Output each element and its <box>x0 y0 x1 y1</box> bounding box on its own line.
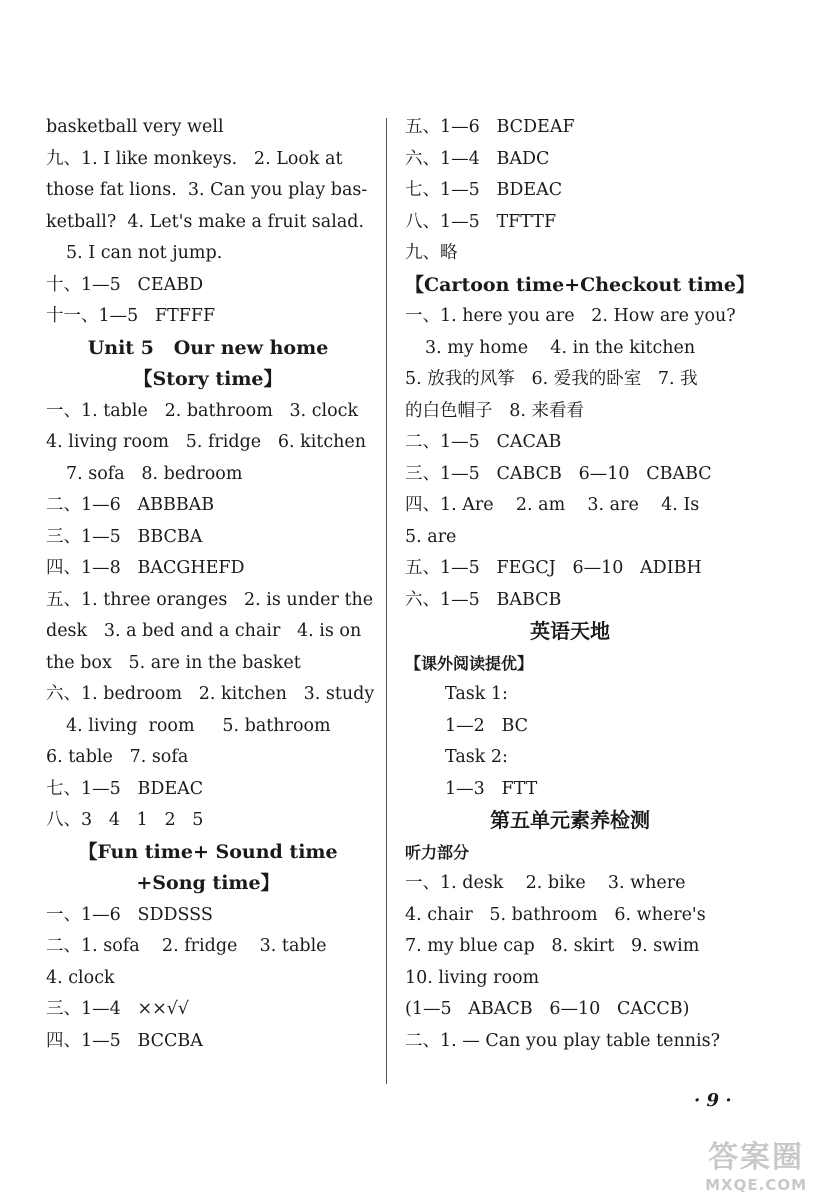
left-column <box>46 112 375 1057</box>
answer-line: 【Fun time+ Sound time <box>78 840 338 863</box>
answer-line: 7. sofa 8. bedroom <box>66 463 243 484</box>
answer-line: 六、1—4 BADC <box>405 148 550 169</box>
answer-line: 第五单元素养检测 <box>490 808 650 832</box>
answer-line: 四、1—5 BCCBA <box>46 1030 203 1051</box>
answer-line: Task 1: <box>445 684 508 704</box>
answer-line: 5. I can not jump. <box>66 243 223 263</box>
watermark-logo <box>705 1132 807 1194</box>
answer-line: +Song time】 <box>136 872 280 894</box>
answer-line: (1—5 ABACB 6—10 CACCB) <box>405 999 690 1019</box>
answer-line: ketball? 4. Let's make a fruit salad. <box>46 211 365 232</box>
answer-line: 五、1—6 BCDEAF <box>405 117 575 137</box>
answer-line: 【课外阅读提优】 <box>405 653 534 673</box>
answer-line: desk 3. a bed and a chair 4. is on <box>46 621 362 641</box>
answer-line: 4. living room 5. bathroom <box>66 715 331 736</box>
answer-line: 1—2 BC <box>445 715 529 736</box>
answer-line: 一、1. table 2. bathroom 3. clock <box>46 400 359 421</box>
answer-line: 九、1. I like monkeys. 2. Look at <box>46 148 343 169</box>
answer-line: 四、1. Are 2. am 3. are 4. Is <box>405 495 700 515</box>
answer-line: 【Story time】 <box>133 368 283 390</box>
right-column <box>405 112 755 1057</box>
answer-line: 六、1—5 BABCB <box>405 589 562 610</box>
answer-line: 4. living room 5. fridge 6. kitchen <box>46 432 367 452</box>
answer-line: 九、略 <box>405 243 458 263</box>
answer-line: 十、1—5 CEABD <box>46 274 204 295</box>
answer-line: 的白色帽子 8. 来看看 <box>405 400 584 421</box>
answer-line: 10. living room <box>405 967 540 988</box>
answer-line: 一、1. desk 2. bike 3. where <box>405 873 686 893</box>
answer-line: 八、1—5 TFTTF <box>405 211 557 232</box>
answer-line: 四、1—8 BACGHEFD <box>46 558 245 578</box>
answer-line: 十一、1—5 FTFFF <box>46 306 216 326</box>
watermark-url: MXQE.COM <box>705 1176 807 1194</box>
page-number: · 9 · <box>694 1090 732 1111</box>
answer-line: 三、1—4 ××√√ <box>46 999 190 1019</box>
answer-line: the box 5. are in the basket <box>46 652 301 673</box>
answer-line: 三、1—5 CABCB 6—10 CBABC <box>405 463 712 484</box>
answer-line: 三、1—5 BBCBA <box>46 526 203 547</box>
answer-line: 7. my blue cap 8. skirt 9. swim <box>405 936 700 956</box>
answer-line: 五、1—5 FEGCJ 6—10 ADIBH <box>405 558 702 578</box>
answer-line: 二、1. — Can you play table tennis? <box>405 1030 720 1051</box>
answer-line: 一、1. here you are 2. How are you? <box>405 306 736 326</box>
answer-line: 4. chair 5. bathroom 6. where's <box>405 904 706 925</box>
answer-line: 二、1. sofa 2. fridge 3. table <box>46 936 327 956</box>
answer-line: 5. are <box>405 526 457 547</box>
answer-line: 6. table 7. sofa <box>46 747 189 767</box>
answer-line: those fat lions. 3. Can you play bas- <box>46 180 368 200</box>
answer-line: basketball very well <box>46 117 224 137</box>
answer-line: 七、1—5 BDEAC <box>46 778 204 799</box>
answer-line: Task 2: <box>445 747 508 767</box>
answer-line: 一、1—6 SDDSSS <box>46 904 213 925</box>
answer-line: 八、3 4 1 2 5 <box>46 810 204 830</box>
answer-line: 4. clock <box>46 967 115 988</box>
answer-line: 1—3 FTT <box>445 778 538 799</box>
answer-line: 听力部分 <box>405 842 470 862</box>
column-divider <box>386 118 387 1084</box>
answer-line: 3. my home 4. in the kitchen <box>425 337 696 358</box>
answer-line: 【Cartoon time+Checkout time】 <box>405 273 755 296</box>
answer-line: 二、1—6 ABBBAB <box>46 495 215 515</box>
answer-line: 二、1—5 CACAB <box>405 432 562 452</box>
answer-line: Unit 5 Our new home <box>87 336 329 359</box>
answer-line: 六、1. bedroom 2. kitchen 3. study <box>46 684 375 704</box>
answer-line: 七、1—5 BDEAC <box>405 180 563 200</box>
answer-line: 英语天地 <box>530 619 610 643</box>
answer-line: 5. 放我的风筝 6. 爱我的卧室 7. 我 <box>405 369 698 389</box>
answer-line: 五、1. three oranges 2. is under the <box>46 589 374 610</box>
watermark-title: 答案圈 <box>708 1140 805 1175</box>
